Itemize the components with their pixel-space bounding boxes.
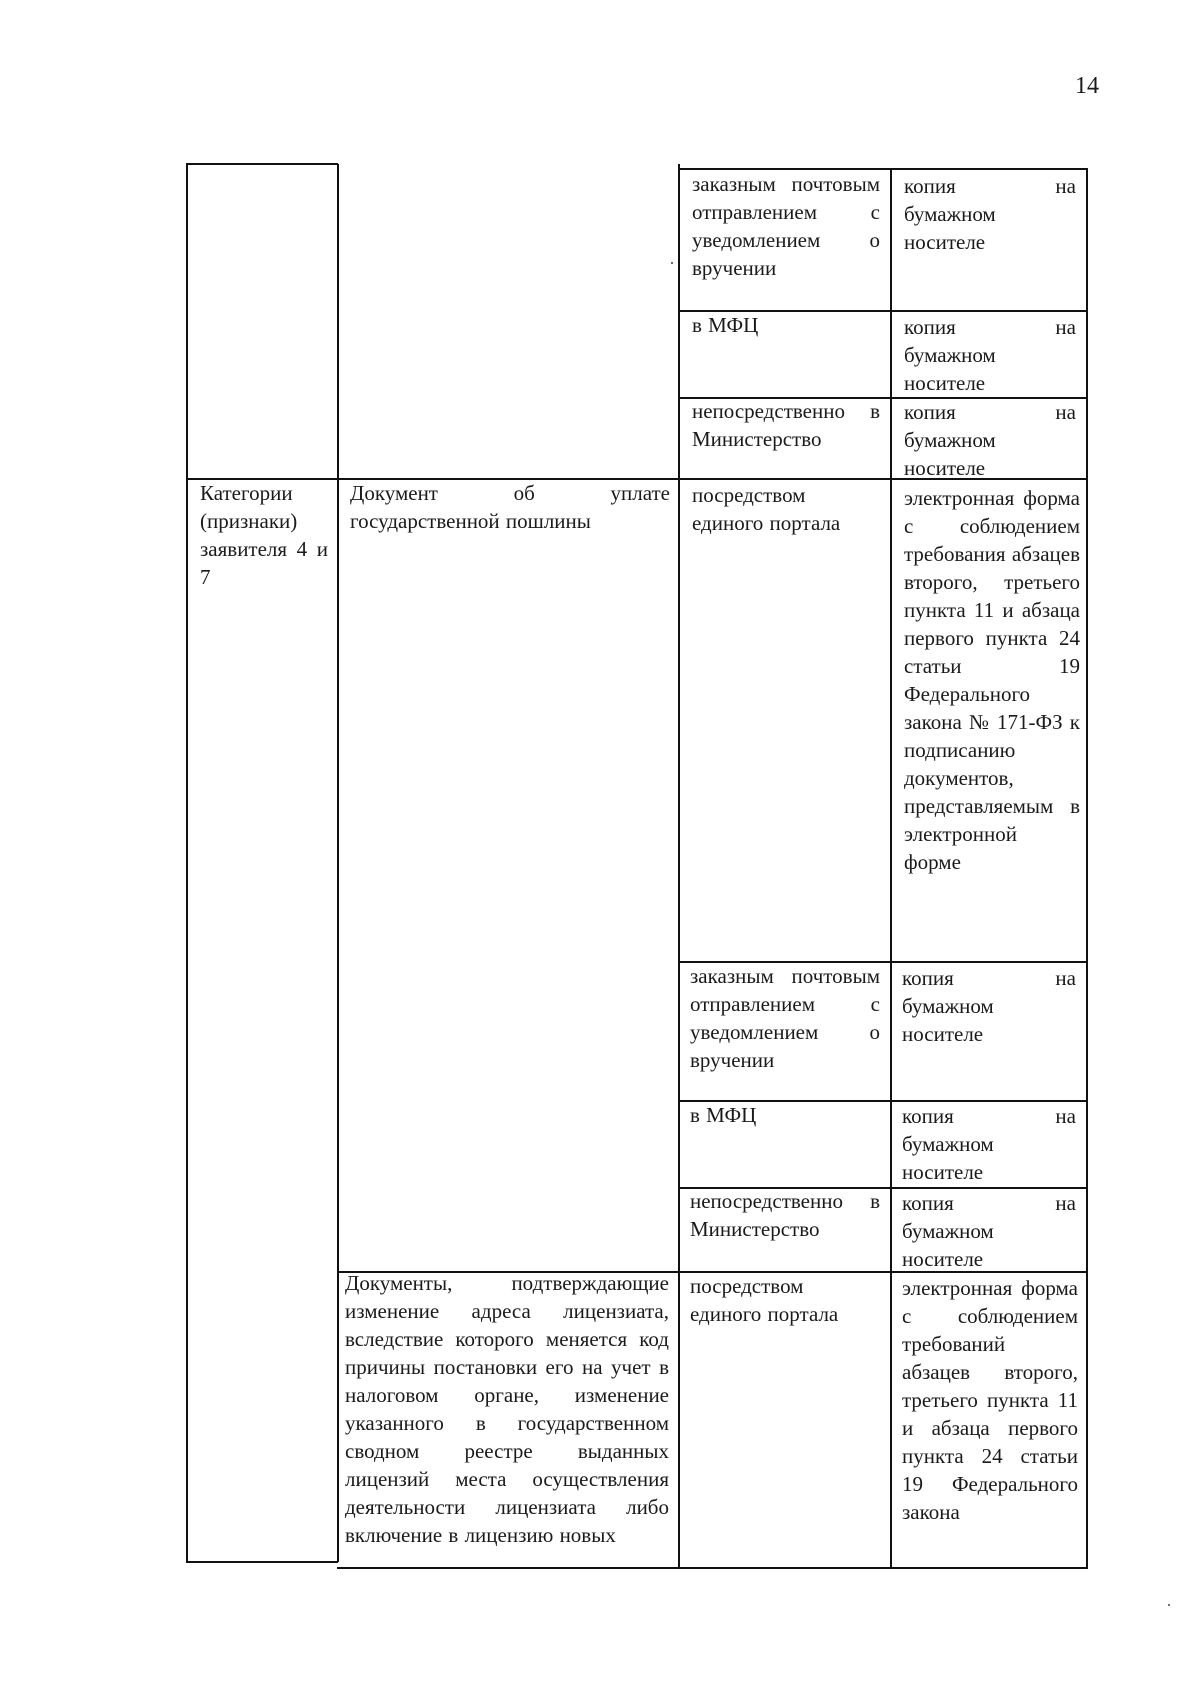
form-cell-b1: электронная форма с соблюдением требования абзацев второго, третьего пункта 11 и абзаца первого пункта 24 статьи 19 Федерального закона № 171-ФЗ к подписанию документов, представляемым в электронной форме bbox=[904, 486, 1080, 874]
method-cell-b3: в МФЦ bbox=[690, 1103, 757, 1127]
form-cell-b4: копия на бумажном носителе bbox=[902, 1191, 1076, 1271]
scan-speck bbox=[1168, 1604, 1170, 1606]
document-cell-c: Документы, подтверждающие изменение адреса лицензиата, вследствие которого меняется код причины постановки его на учет в налоговом органе, изменение указанного в государственном сводном реестре выданных лицензий места осуществления деятельности лицензиата либо включение в лицензию новых bbox=[345, 1271, 669, 1547]
category-cell: Категории (признаки) заявителя 4 и 7 bbox=[200, 481, 328, 589]
form-cell-a3: копия на бумажном носителе bbox=[904, 400, 1076, 480]
form-cell-b3: копия на бумажном носителе bbox=[902, 1104, 1076, 1184]
table-divider-col1 bbox=[337, 164, 339, 1562]
table-divider-col3 bbox=[890, 168, 892, 1568]
table-border-bottom bbox=[186, 1561, 338, 1563]
form-cell-a2: копия на бумажном носителе bbox=[904, 315, 1076, 395]
method-cell-a3: непосредственно в Министерство bbox=[692, 399, 880, 451]
method-cell-a1: заказным почтовым отправлением с уведомлением о вручении bbox=[692, 172, 880, 280]
page-number: 14 bbox=[1075, 73, 1099, 99]
table-border-top bbox=[186, 163, 338, 165]
form-cell-b2: копия на бумажном носителе bbox=[902, 966, 1076, 1046]
table-border-left bbox=[186, 164, 188, 1562]
method-cell-b2: заказным почтовым отправлением с уведомлением о вручении bbox=[690, 964, 880, 1072]
form-cell-a1: копия на бумажном носителе bbox=[904, 174, 1076, 254]
method-cell-b4: непосредственно в Министерство bbox=[690, 1189, 880, 1241]
table-border-right bbox=[1086, 170, 1088, 1568]
form-cell-c1: электронная форма с соблюдением требований абзацев второго, третьего пункта 11 и абзаца первого пункта 24 статьи 19 Федерального закона bbox=[902, 1276, 1078, 1524]
document-cell-b: Документ об уплате государственной пошлины bbox=[350, 481, 670, 533]
table-border-bottom-right bbox=[337, 1567, 1088, 1569]
method-cell-b1: посредством единого портала bbox=[692, 483, 841, 535]
method-cell-c1: посредством единого портала bbox=[690, 1274, 839, 1326]
method-cell-a2: в МФЦ bbox=[692, 313, 759, 337]
table-divider-col2 bbox=[678, 164, 680, 1568]
scan-speck bbox=[671, 262, 673, 264]
